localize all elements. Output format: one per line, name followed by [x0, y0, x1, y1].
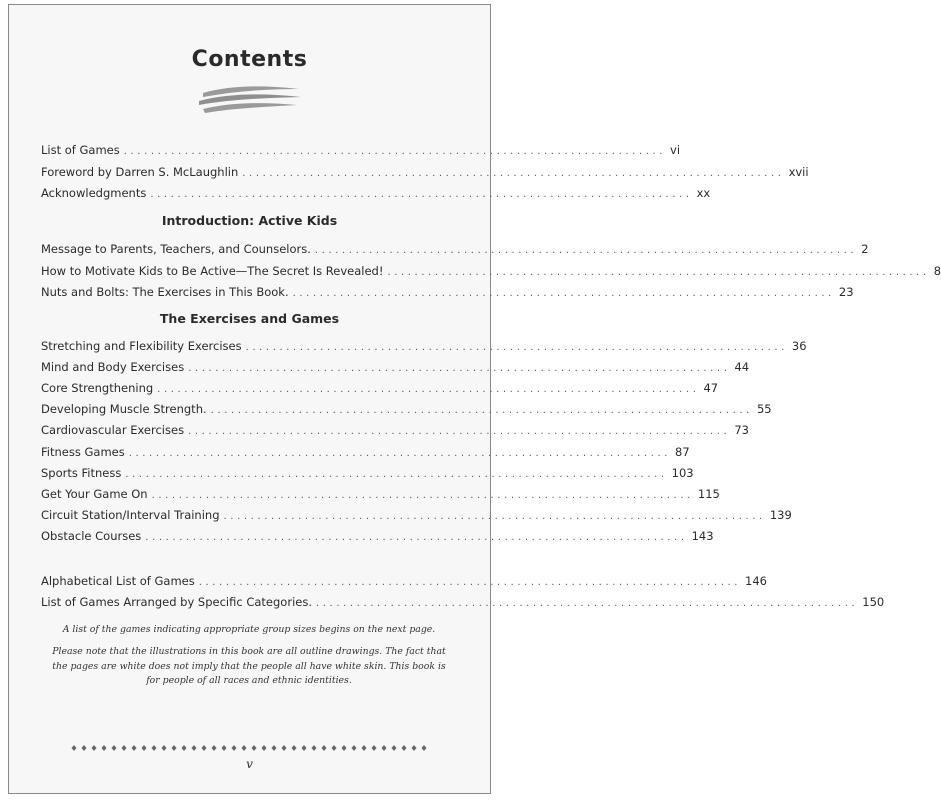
toc-entry-mind-and-body[interactable]	[41, 357, 750, 377]
toc-entry-label: Obstacle Courses	[41, 529, 142, 543]
diamond-divider-icon	[69, 743, 429, 753]
toc-entry-stretching[interactable]	[41, 336, 807, 356]
group-sizes-note: A list of the games indicating appropriate group sizes begins on the next page.	[62, 624, 436, 635]
dot-leader: ................................................................................	[245, 342, 788, 353]
toc-entry-obstacle-courses[interactable]	[41, 526, 714, 546]
dot-leader: ................................................................................	[188, 363, 731, 374]
toc-entry-foreword[interactable]	[41, 162, 809, 182]
toc-entry-page: 146	[745, 574, 767, 588]
toc-entry-label: Mind and Body Exercises	[41, 360, 185, 374]
dot-leader: ................................................................................	[242, 168, 785, 179]
toc-entry-page: vi	[670, 143, 681, 157]
toc-entry-sports-fitness[interactable]	[41, 463, 694, 483]
toc-entry-page: 73	[734, 423, 749, 437]
toc-entry-core-strengthening[interactable]	[41, 378, 719, 398]
dot-leader: ................................................................................	[188, 426, 731, 437]
toc-entry-page: 2	[861, 242, 869, 256]
page-number: v	[246, 757, 253, 771]
dot-leader: ................................................................................	[387, 267, 930, 278]
dot-leader: ................................................................................	[128, 448, 672, 459]
section-heading-introduction: Introduction: Active Kids	[161, 213, 338, 228]
decorative-swoosh-icon	[195, 83, 305, 119]
toc-entry-label: List of Games	[41, 143, 120, 157]
toc-entry-label: Foreword by Darren S. McLaughlin	[41, 165, 239, 179]
section-heading-exercises-and-games: The Exercises and Games	[159, 311, 340, 326]
toc-entry-circuit-station[interactable]	[41, 505, 792, 525]
toc-entry-label: Core Strengthening	[41, 381, 154, 395]
toc-entry-label: Circuit Station/Interval Training	[41, 508, 220, 522]
toc-entry-label: Get Your Game On	[41, 487, 148, 501]
toc-entry-page: 8	[933, 264, 941, 278]
toc-entry-label: Fitness Games	[41, 445, 125, 459]
dot-leader: ................................................................................	[123, 146, 667, 157]
dot-leader: ................................................................................	[210, 405, 753, 416]
toc-entry-page: 44	[734, 360, 750, 374]
toc-entry-label: Cardiovascular Exercises	[41, 423, 185, 437]
toc-entry-page: 47	[703, 381, 719, 395]
toc-entry-label: List of Games Arranged by Specific Categories.	[41, 595, 312, 609]
toc-entry-label: How to Motivate Kids to Be Active—The Secret Is Revealed!	[41, 264, 384, 278]
toc-entry-page: 87	[675, 445, 690, 459]
toc-entry-muscle-strength[interactable]	[41, 399, 772, 419]
book-page	[8, 4, 941, 794]
toc-entry-page: 139	[769, 508, 792, 522]
dot-leader: ................................................................................	[151, 490, 694, 501]
dot-leader: ................................................................................	[316, 598, 859, 609]
toc-entry-alphabetical-list[interactable]	[41, 571, 767, 591]
dot-leader: ................................................................................	[145, 532, 688, 543]
toc-entry-label: Message to Parents, Teachers, and Counselors.	[41, 242, 311, 256]
toc-entry-message[interactable]	[41, 239, 869, 259]
toc-entry-page: 143	[691, 529, 714, 543]
toc-entry-label: Sports Fitness	[41, 466, 122, 480]
dot-leader: ................................................................................	[198, 577, 742, 588]
toc-entry-page: xvii	[788, 165, 809, 179]
toc-entry-page: 36	[791, 339, 807, 353]
page-title: Contents	[191, 47, 308, 72]
toc-entry-get-your-game-on[interactable]	[41, 484, 720, 504]
toc-entry-cardiovascular[interactable]	[41, 420, 749, 440]
toc-entry-label: Nuts and Bolts: The Exercises in This Book.	[41, 285, 289, 299]
toc-entry-label: Acknowledgments	[41, 186, 147, 200]
toc-entry-list-of-games[interactable]	[41, 140, 681, 160]
toc-entry-label: Stretching and Flexibility Exercises	[41, 339, 242, 353]
toc-entry-label: Alphabetical List of Games	[41, 574, 195, 588]
toc-entry-page: 115	[697, 487, 720, 501]
dot-leader: ................................................................................	[223, 511, 766, 522]
toc-entry-nuts-and-bolts[interactable]	[41, 282, 854, 302]
dot-leader: ................................................................................	[125, 469, 668, 480]
dot-leader: ................................................................................	[314, 245, 858, 256]
toc-entry-acknowledgments[interactable]	[41, 183, 711, 203]
dot-leader: ................................................................................	[157, 384, 700, 395]
toc-entry-page: 55	[756, 402, 772, 416]
toc-entry-page: 150	[862, 595, 885, 609]
toc-entry-categories-list[interactable]	[41, 592, 885, 612]
toc-entry-page: 103	[671, 466, 694, 480]
dot-leader: ................................................................................	[150, 189, 693, 200]
illustrations-note: Please note that the illustrations in this book are all outline drawings. The fact that the pages are white does not imply that the people all have white skin. This book is for people of all races and ethnic identities.	[52, 646, 446, 686]
toc-entry-page: xx	[696, 186, 711, 200]
toc-entry-label: Developing Muscle Strength.	[41, 402, 207, 416]
toc-entry-fitness-games[interactable]	[41, 442, 690, 462]
dot-leader: ................................................................................	[292, 288, 835, 299]
toc-entry-page: 23	[838, 285, 854, 299]
toc-entry-motivate[interactable]	[41, 261, 941, 281]
